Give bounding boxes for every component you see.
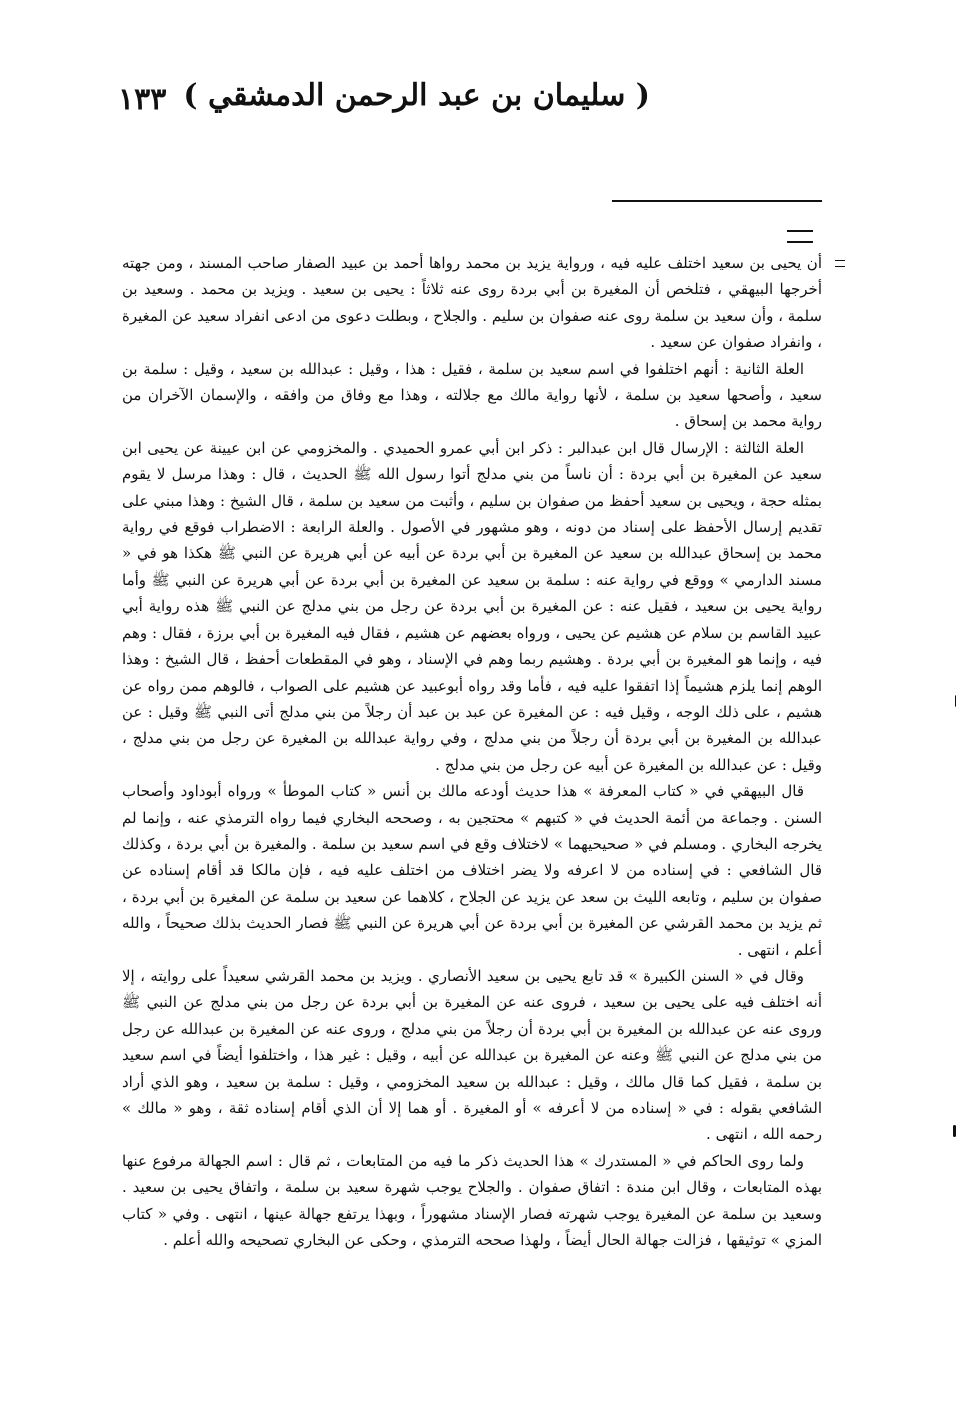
page-number: ١٣٣ <box>118 82 167 117</box>
paragraph-continuation: أن يحيى بن سعيد اختلف عليه فيه ، ورواية يزيد بن محمد رواها أحمد بن عبيد الصفار صاحب المسند ، ومن جهته أخرجها البيهقي ، فتلخص أن المغيرة بن أبي بردة روى عنه ثلاثاً : يحيى بن سعيد . ويزيد بن محمد . وسعيد بن سلمة ، وأن سعيد بن سلمة روى عنه صفوان بن سليم . والجلاح ، وبطلت دعوى من ادعى انفراد سعيد عن المغيرة ، وانفراد صفوان عن سعيد . <box>122 254 822 352</box>
paragraph-second-defect: العلة الثانية : أنهم اختلفوا في اسم سعيد بن سلمة ، فقيل : هذا ، وقيل : عبدالله بن سعيد ، وقيل : سلمة بن سعيد ، وأصحها سعيد بن سلمة ، لأنها رواية مالك مع جلالته ، وهذا مع وفاق من وافقه ، والإسمان الآخران من رواية محمد بن إسحاق . <box>122 359 822 431</box>
paragraph-hakim-mustadrak: ولما روى الحاكم في « المستدرك » هذا الحديث ذكر ما فيه من المتابعات ، ثم قال : اسم الجهالة مرفوع عنها بهذه المتابعات ، وقال ابن مندة : اتفاق صفوان . والجلاح يوجب شهرة سعيد بن سلمة ، واتفاق يحيى بن سعيد . وسعيد بن سلمة عن المغيرة يوجب شهرته فصار الإسناد مشهوراً ، وبهذا يرتفع جهالة عينها ، انتهى . وفي « كتاب المزي » توثيقها ، فزالت جهالة الحال أيضاً ، ولهذا صححه الترمذي ، وحكى عن البخاري تصحيحه والله أعلم . <box>122 1151 822 1250</box>
running-head-title: ( سليمان بن عبد الرحمن الدمشقي ) <box>183 78 650 113</box>
continuation-equals-mark <box>787 230 813 243</box>
paragraph-third-defect: العلة الثالثة : الإرسال قال ابن عبدالبر : ذكر ابن أبي عمرو الحميدي . والمخزومي عن ابن عيينة عن يحيى ابن سعيد عن المغيرة بن أبي بردة : أن ناساً من بني مدلج أتوا رسول الله ﷺ الحديث ، قال : وهذا مرسل لا يقوم بمثله حجة ، ويحيى بن سعيد أحفظ من صفوان بن سليم ، وأثبت من سعيد بن سلمة ، قال الشيخ : وهذا مبني على تقديم إرسال الأحفظ على إسناد من دونه ، وهو مشهور في الأصول . والعلة الرابعة : الاضطراب فوقع في رواية محمد بن إسحاق عبدالله بن سعيد عن المغيرة بن أبي بردة عن أبيه عن أبي هريرة عن النبي ﷺ هكذا هو في « مسند الدارمي » ووقع في رواية عنه : سلمة بن سعيد عن المغيرة بن أبي بردة عن أبي هريرة عن النبي ﷺ وأما رواية يحيى بن سعيد ، فقيل عنه : عن المغيرة بن أبي بردة عن رجل من بني مدلج عن النبي ﷺ هذه رواية أبي عبيد القاسم بن سلام عن هشيم عن يحيى ، ورواه بعضهم عن هشيم ، فقال فيه المغيرة بن أبي برزة ، فقال : وهم فيه ، وإنما هو المغيرة بن أبي بردة . وهشيم ربما وهم في الإسناد ، وهو في المقطعات أحفظ ، قال الشيخ : وهذا الوهم إنما يلزم هشيماً إذا اتفقوا عليه فيه ، فأما وقد رواه أبوعبيد عن هشيم على الصواب ، فالوهم ممن رواه عن هشيم ، على ذلك الوجه ، وقيل فيه : عن المغيرة عن عبد بن عبد أن رجلاً من بني مدلج أتى النبي ﷺ وقيل : عن عبدالله بن المغيرة بن أبي بردة أن رجلاً من بني مدلج ، وفي رواية عبدالله بن المغيرة عن رجل من بني مدلج ، وقيل : عن عبدالله بن المغيرة عن أبيه عن رجل من بني مدلج . <box>122 438 822 774</box>
paragraph-sunan-kubra: وقال في « السنن الكبيرة » قد تابع يحيى بن سعيد الأنصاري . ويزيد بن محمد القرشي سعيداً على روايته ، إلا أنه اختلف فيه على يحيى بن سعيد ، فروى عنه عن المغيرة بن أبي بردة عن رجل من بني مدلج عن النبي ﷺ وروى عنه عن عبدالله بن المغيرة بن أبي بردة أن رجلاً من بني مدلج ، وروى عنه عن المغيرة بن عبدالله عن رجل من بني مدلج عن النبي ﷺ وعنه عن المغيرة بن عبدالله عن أبيه ، وقيل : غير هذا ، واختلفوا أيضاً في اسم سعيد بن سلمة ، فقيل كما قال مالك ، وقيل : عبدالله بن سعيد المخزومي ، وقيل : سلمة بن سعيد ، وهو الذي أراد الشافعي بقوله : في « إسناده من لا أعرفه » أو المغيرة . أو هما إلا أن الذي أقام إسناده ثقة ، وهو « مالك » رحمه الله ، انتهى . <box>122 966 822 1144</box>
paragraph-bayhaqi-marifa: قال البيهقي في « كتاب المعرفة » هذا حديث أودعه مالك بن أنس « كتاب الموطأ » ورواه أبوداود وأصحاب السنن . وجماعة من أئمة الحديث في « كتبهم » محتجين به ، وصححه البخاري فيما رواه الترمذي عنه ، وإنما لم يخرجه البخاري . ومسلم في « صحيحيهما » لاختلاف وقع في اسم سعيد بن سلمة . والمغيرة بن أبي بردة ، وكذلك قال الشافعي : في إسناده من لا اعرفه ولا يضر اختلاف من اختلف عليه فيه ، فإن مالكا قد أقام إسناده عن صفوان بن سليم ، وتابعه الليث بن سعد عن يزيد عن الجلاح ، كلاهما عن سعيد بن سلمة عن المغيرة بن أبي بردة ، ثم يزيد بن محمد القرشي عن المغيرة بن أبي بردة عن أبي هريرة عن النبي ﷺ فصار الحديث بذلك صحيحاً ، والله أعلم ، انتهى . <box>122 782 822 959</box>
continuation-marker <box>835 260 845 267</box>
body-text <box>122 250 822 1253</box>
footnote-separator-rule <box>612 200 822 202</box>
